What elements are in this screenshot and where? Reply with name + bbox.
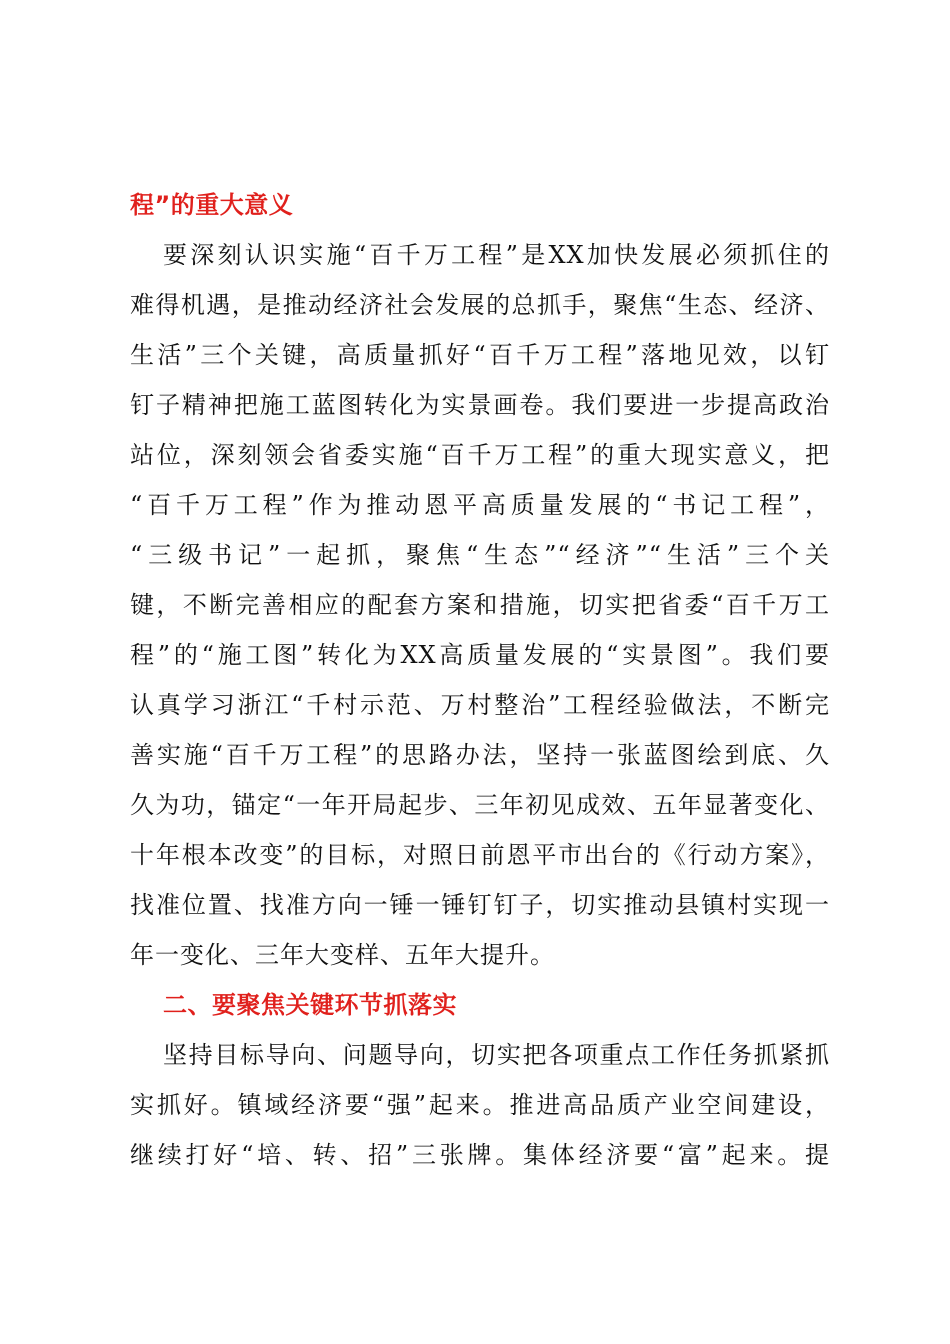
- paragraph-line: 久为功，锚定“一年开局起步、三年初见成效、五年显著变化、: [130, 791, 830, 819]
- section-heading-continued: 程”的重大意义: [130, 191, 294, 219]
- paragraph-line: 找准位置、找准方向一锤一锤钉钉子，切实推动县镇村实现一: [130, 891, 830, 919]
- paragraph-line: 实抓好。镇域经济要“强”起来。推进高品质产业空间建设，: [130, 1091, 830, 1119]
- section-heading: 二、要聚焦关键环节抓落实: [163, 991, 457, 1019]
- paragraph-line: 程”的“施工图”转化为XX高质量发展的“实景图”。我们要: [130, 641, 830, 669]
- paragraph-line: 生活”三个关键，高质量抓好“百千万工程”落地见效，以钉: [130, 341, 830, 369]
- paragraph-line: “百千万工程”作为推动恩平高质量发展的“书记工程”，: [130, 491, 830, 519]
- paragraph-line: 站位，深刻领会省委实施“百千万工程”的重大现实意义，把: [130, 441, 830, 469]
- paragraph-line: 年一变化、三年大变样、五年大提升。: [130, 941, 555, 969]
- paragraph-line: 继续打好“培、转、招”三张牌。集体经济要“富”起来。提: [130, 1141, 830, 1169]
- paragraph-line: “三级书记”一起抓，聚焦“生态”“经济”“生活”三个关: [130, 541, 830, 569]
- paragraph-line: 要深刻认识实施“百千万工程”是XX加快发展必须抓住的: [163, 241, 830, 269]
- paragraph-line: 坚持目标导向、问题导向，切实把各项重点工作任务抓紧抓: [163, 1041, 830, 1069]
- paragraph-line: 键，不断完善相应的配套方案和措施，切实把省委“百千万工: [130, 591, 830, 619]
- paragraph-line: 钉子精神把施工蓝图转化为实景画卷。我们要进一步提高政治: [130, 391, 830, 419]
- paragraph-line: 十年根本改变”的目标，对照日前恩平市出台的《行动方案》，: [130, 841, 830, 869]
- paragraph-line: 认真学习浙江“千村示范、万村整治”工程经验做法，不断完: [130, 691, 830, 719]
- paragraph-line: 善实施“百千万工程”的思路办法，坚持一张蓝图绘到底、久: [130, 741, 830, 769]
- paragraph-line: 难得机遇，是推动经济社会发展的总抓手，聚焦“生态、经济、: [130, 291, 830, 319]
